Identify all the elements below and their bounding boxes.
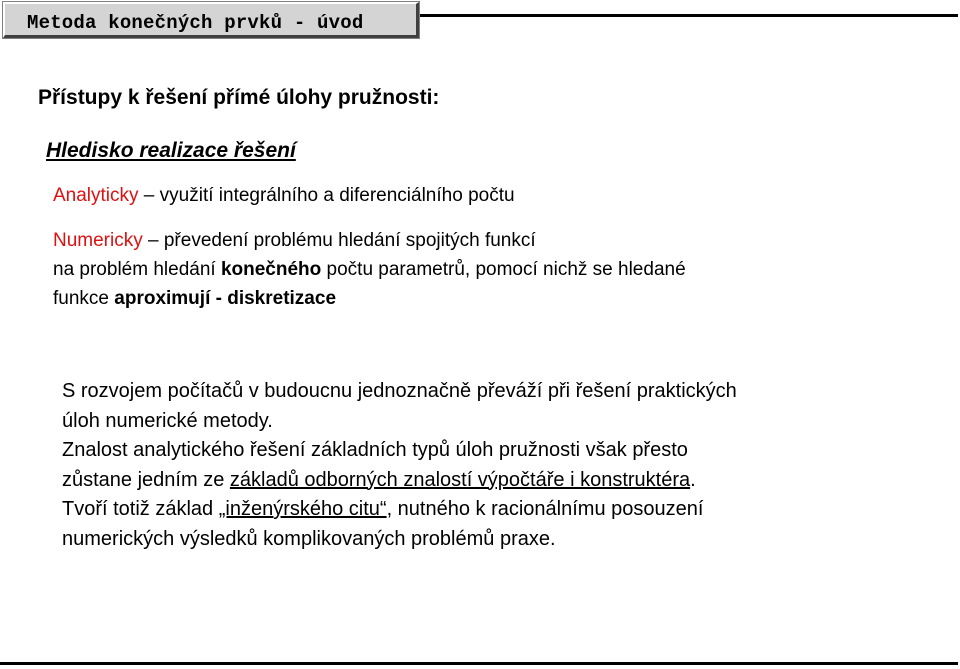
body-line-4-text-a: zůstane jedním ze <box>62 468 230 491</box>
numeric-line-3-text: funkce <box>53 288 115 309</box>
body-line-4-text-b: . <box>690 468 696 491</box>
slide-title: Metoda konečných prvků - úvod <box>27 12 364 34</box>
analytic-paragraph <box>53 181 515 210</box>
numeric-line-1-rest: – převedení problému hledání spojitých funkcí <box>142 230 536 251</box>
body-line-5 <box>62 495 737 525</box>
body-line-4-underlined: základů odborných znalostí výpočtáře i konstruktéra <box>229 468 691 491</box>
numeric-paragraph <box>53 226 686 313</box>
body-line-5-underlined: „inženýrského citu“ <box>218 498 387 520</box>
body-line-5-text-b: , nutného k racionálnímu posouzení <box>386 498 704 520</box>
numeric-label: Numericky <box>53 230 143 251</box>
analytic-label: Analyticky <box>53 185 139 206</box>
footer-rule <box>0 662 958 665</box>
body-line-5-text-a: Tvoří totiž základ <box>62 498 219 520</box>
section-subheading: Hledisko realizace řešení <box>46 139 296 162</box>
body-line-1: S rozvojem počítačů v budoucnu jednoznačně převáží při řešení praktických <box>62 380 737 402</box>
analytic-text: – využití integrálního a diferenciálního počtu <box>138 185 515 206</box>
header-rule <box>420 14 958 17</box>
numeric-line-3 <box>53 284 686 313</box>
body-line-4 <box>62 466 737 496</box>
numeric-line-2-bold: konečného <box>220 259 322 280</box>
body-line-6: numerických výsledků komplikovaných problémů praxe. <box>62 527 556 550</box>
numeric-line-2-text-a: na problém hledání <box>53 259 221 280</box>
numeric-line-1 <box>53 226 686 255</box>
body-line-3: Znalost analytického řešení základních typů úloh pružnosti však přesto <box>62 439 688 461</box>
numeric-line-3-bold: aproximují - diskretizace <box>114 288 337 309</box>
numeric-line-2-text-b: počtu parametrů, pomocí nichž se hledané <box>321 259 686 280</box>
numeric-line-2 <box>53 255 686 284</box>
body-paragraph <box>62 377 737 554</box>
body-line-2: úloh numerické metody. <box>62 409 273 432</box>
section-heading: Přístupy k řešení přímé úlohy pružnosti: <box>38 86 440 109</box>
slide-title-box <box>3 2 419 38</box>
